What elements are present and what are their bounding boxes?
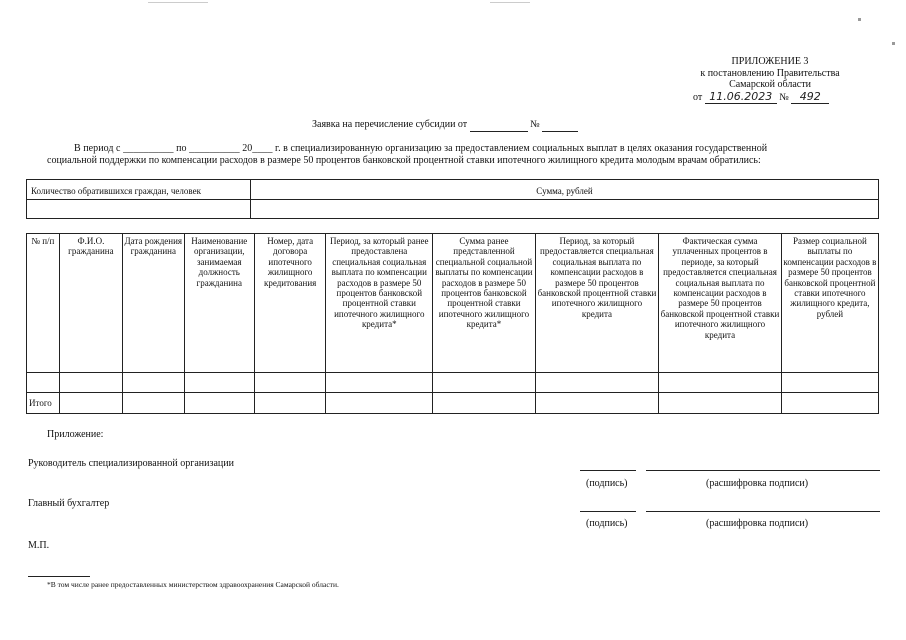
col-header-previous-sum: Сумма ранее представленной специальной социальной выплаты по компенсации расходов в размере 50 процентов банковской процентной ставки ипотечного жилищного кредита*: [433, 234, 535, 373]
appendix-line2: Самарской области: [729, 79, 811, 90]
summary-cell-sum: [251, 200, 879, 219]
col-header-number: № п/п: [27, 234, 60, 373]
col-header-contract: Номер, дата договора ипотечного жилищного кредитования: [255, 234, 326, 373]
accountant-signature-caption: (подпись): [586, 518, 628, 529]
table-cell: [59, 373, 122, 393]
appendix-number-handwritten: 492: [791, 91, 829, 104]
col-header-previous-period: Период, за который ранее предоставлена специальная социальная выплата по компенсации расходов в размере 50 процентов банковской процентной ставки ипотечного жилищного кредита*: [326, 234, 433, 373]
table-cell: [326, 373, 433, 393]
table-cell: [781, 393, 878, 414]
accountant-signature-line: [580, 511, 636, 512]
request-title: [312, 119, 578, 132]
summary-cell-count: [27, 200, 251, 219]
summary-table: [26, 179, 879, 219]
table-cell: [326, 393, 433, 414]
table-cell: [535, 373, 659, 393]
head-signature-caption: (подпись): [586, 478, 628, 489]
head-decoding-line: [646, 470, 880, 471]
footnote: *В том числе ранее предоставленных министерством здравоохранения Самарской области.: [47, 580, 339, 589]
scan-artifact: [858, 18, 861, 21]
table-row: [27, 373, 879, 393]
table-cell: [255, 373, 326, 393]
appendix-date-handwritten: 11.06.2023: [705, 91, 777, 104]
table-cell: [184, 393, 255, 414]
col-header-current-period: Период, за который предоставляется специальная социальная выплата по компенсации расходов в размере 50 процентов банковской процентной ставки ипотечного жилищного кредита: [535, 234, 659, 373]
appendix-line1: к постановлению Правительства: [700, 67, 840, 79]
appendix-title: ПРИЛОЖЕНИЕ 3: [731, 56, 809, 67]
request-num-sign: №: [530, 119, 540, 130]
intro-line1: В период с __________ по __________ 20____ г. в специализированную организацию за предоставлением социальных выплат в целях оказания государственной: [74, 143, 768, 154]
appendix-num-sign: №: [779, 92, 789, 103]
table-cell: [123, 373, 184, 393]
table-cell: [255, 393, 326, 414]
accountant-decoding-line: [646, 511, 880, 512]
chief-accountant-label: Главный бухгалтер: [28, 498, 110, 509]
stamp-label: М.П.: [28, 540, 50, 551]
total-row: [27, 393, 879, 414]
appendix-ot: от: [693, 92, 703, 103]
table-cell: [433, 373, 535, 393]
table-cell: [781, 373, 878, 393]
col-header-payment-size: Размер социальной выплаты по компенсации расходов в размере 50 процентов банковской процентной ставки ипотечного жилищного кредита, рублей: [781, 234, 878, 373]
head-of-organization-label: Руководитель специализированной организации: [28, 458, 234, 469]
table-cell: [59, 393, 122, 414]
table-cell: [659, 393, 782, 414]
table-cell: [184, 373, 255, 393]
request-number-blank: [542, 119, 578, 132]
summary-col-count: Количество обратившихся граждан, человек: [27, 180, 251, 200]
col-header-birth-date: Дата рождения гражданина: [123, 234, 184, 373]
scan-artifact: [892, 42, 895, 45]
scan-artifact: [148, 2, 208, 3]
scan-artifact: [490, 2, 530, 3]
request-date-blank: [470, 119, 528, 132]
main-table: [26, 233, 879, 414]
summary-col-sum: Сумма, рублей: [251, 180, 879, 200]
accountant-decoding-caption: (расшифровка подписи): [706, 518, 809, 529]
table-cell: [27, 373, 60, 393]
footnote-separator: [28, 576, 90, 577]
attachment-label: Приложение:: [47, 429, 104, 440]
col-header-actual-interest: Фактическая сумма уплаченных процентов в периоде, за который предоставляется специальная социальная выплата по компенсации расходов в размере 50 процентов банковской процентной ставки ипотечного жилищного кредита: [659, 234, 782, 373]
request-title-prefix: Заявка на перечисление субсидии от: [312, 119, 468, 130]
head-signature-line: [580, 470, 636, 471]
total-label: Итого: [27, 393, 60, 414]
col-header-fio: Ф.И.О. гражданина: [59, 234, 122, 373]
table-cell: [433, 393, 535, 414]
head-decoding-caption: (расшифровка подписи): [706, 478, 809, 489]
appendix-block: [680, 56, 860, 91]
table-cell: [535, 393, 659, 414]
intro-line2: социальной поддержки по компенсации расходов в размере 50 процентов банковской процентной ставки ипотечного жилищного кредита молодым врачам обратились:: [47, 155, 761, 166]
table-cell: [123, 393, 184, 414]
col-header-organization: Наименование организации, занимаемая должность гражданина: [184, 234, 255, 373]
table-cell: [659, 373, 782, 393]
appendix-date-line: [693, 91, 863, 104]
